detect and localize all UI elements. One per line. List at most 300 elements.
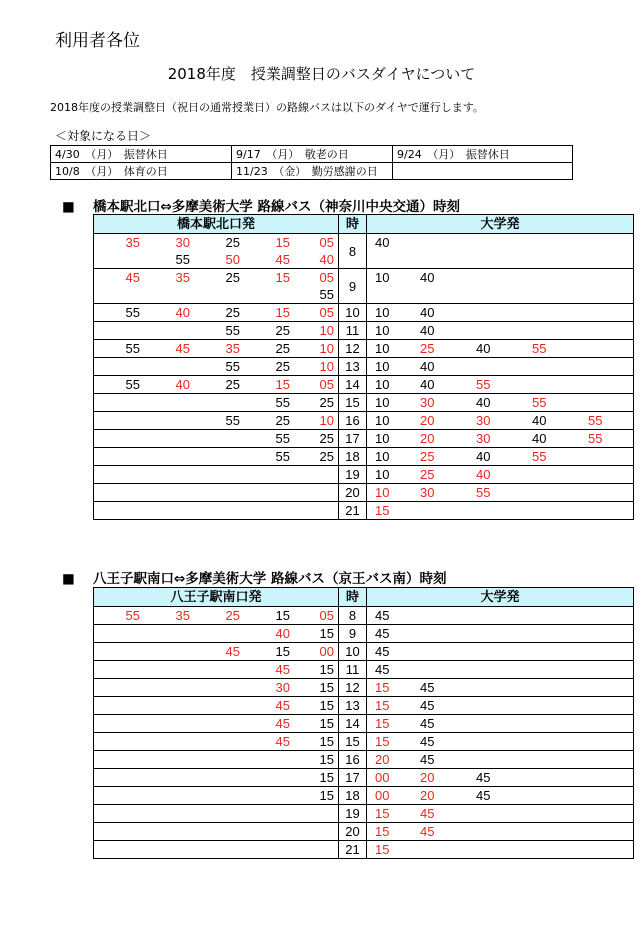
- station-departure-time: 35: [144, 269, 194, 287]
- station-departure-time: [94, 823, 145, 841]
- station-departure-time: [194, 823, 244, 841]
- station-departure-time: [94, 715, 145, 733]
- university-departure-time: 15: [367, 697, 413, 715]
- university-departure-time: 40: [375, 235, 390, 250]
- station-departure-time: [244, 466, 294, 484]
- station-departure-time: 55: [94, 607, 145, 625]
- station-departure-time: [244, 751, 294, 769]
- university-departure-time: 10: [367, 304, 413, 322]
- university-departure-time: 55: [524, 394, 580, 412]
- university-departure-time: 45: [468, 769, 524, 787]
- university-departure-time: 10: [367, 358, 413, 376]
- university-departure-time: [412, 286, 468, 304]
- station-departure-time: [294, 841, 339, 859]
- station-departure-time: [94, 322, 145, 340]
- station-departure-time: 35: [94, 234, 145, 252]
- table-row: [94, 625, 634, 643]
- university-departure-time: [468, 733, 524, 751]
- table-row: [94, 234, 634, 252]
- university-departure-time: 15: [367, 733, 413, 751]
- table-row: [94, 643, 634, 661]
- station-departure-time: [194, 484, 244, 502]
- station-departure-time: [94, 430, 145, 448]
- university-departure-header: 大学発: [367, 588, 634, 607]
- university-departure-time: 40: [468, 448, 524, 466]
- bullet-square-icon: ■: [62, 571, 75, 587]
- station-departure-time: 40: [319, 252, 334, 267]
- university-departure-time: 10: [367, 484, 413, 502]
- hour-cell: 19: [339, 805, 367, 823]
- university-departure-time: [468, 607, 524, 625]
- station-departure-time: 25: [194, 304, 244, 322]
- university-departure-time: [524, 841, 580, 859]
- university-departure-time: [580, 286, 634, 304]
- station-departure-time: 35: [194, 340, 244, 358]
- station-departure-time: [194, 751, 244, 769]
- university-departure-time: 40: [468, 466, 524, 484]
- university-departure-time: [580, 340, 634, 358]
- station-departure-time: [144, 643, 194, 661]
- university-departure-time: [580, 679, 634, 697]
- station-departure-time: 10: [294, 412, 339, 430]
- university-departure-time: [524, 805, 580, 823]
- station-departure-time: [144, 394, 194, 412]
- station-departure-time: 15: [294, 679, 339, 697]
- hour-header: 時: [339, 215, 367, 234]
- university-departure-time: 40: [468, 340, 524, 358]
- station-departure-time: 10: [294, 322, 339, 340]
- station-departure-time: [94, 412, 145, 430]
- station-departure-time: 45: [194, 643, 244, 661]
- university-departure-time: [580, 733, 634, 751]
- hour-cell: 9: [339, 269, 367, 304]
- station-departure-time: [194, 661, 244, 679]
- university-departure-time: 45: [412, 697, 468, 715]
- hour-cell: 13: [339, 358, 367, 376]
- university-departure-time: 40: [412, 358, 468, 376]
- university-departure-time: [580, 376, 634, 394]
- target-days-row: [51, 163, 573, 180]
- university-departure-time: 45: [412, 733, 468, 751]
- university-departure-time: 45: [412, 823, 468, 841]
- university-departure-time: 10: [367, 340, 413, 358]
- station-departure-header: 橋本駅北口発: [94, 215, 339, 234]
- station-departure-time: [144, 715, 194, 733]
- university-departure-time: [580, 502, 634, 520]
- station-departure-time: 10: [294, 358, 339, 376]
- station-departure-time: 15: [294, 697, 339, 715]
- university-departure-time: [580, 715, 634, 733]
- table-row: [94, 751, 634, 769]
- table-row: [94, 769, 634, 787]
- timetable-hachioji: [93, 587, 634, 859]
- station-departure-time: 15: [294, 661, 339, 679]
- station-departure-time: [294, 466, 339, 484]
- section-title-text: 八王子駅南口⇔多摩美術大学 路線バス（京王バス南）時刻: [93, 571, 447, 587]
- university-departure-time: 30: [468, 430, 524, 448]
- station-departure-time: 10: [294, 340, 339, 358]
- timetable-hashimoto: [93, 214, 634, 520]
- station-departure-time: [244, 502, 294, 520]
- university-departure-time: [524, 502, 580, 520]
- university-departure-time: 45: [367, 625, 413, 643]
- table-row: [94, 607, 634, 625]
- university-departure-time: 40: [412, 269, 468, 287]
- station-departure-time: [194, 394, 244, 412]
- table-row: [94, 484, 634, 502]
- station-departure-time: [144, 733, 194, 751]
- university-departure-time: 15: [367, 502, 413, 520]
- station-departure-time: [294, 502, 339, 520]
- university-departure-time: [580, 697, 634, 715]
- hour-cell: 11: [339, 322, 367, 340]
- section-title-text: 橋本駅北口⇔多摩美術大学 路線バス（神奈川中央交通）時刻: [93, 199, 461, 215]
- target-days-label: ＜対象になる日＞: [55, 129, 152, 143]
- university-departure-time: 10: [367, 430, 413, 448]
- station-departure-time: [94, 679, 145, 697]
- timetable-header: [94, 215, 634, 234]
- university-departure-time: [524, 661, 580, 679]
- university-departure-time: [580, 787, 634, 805]
- hour-cell: 19: [339, 466, 367, 484]
- station-departure-time: 05: [294, 304, 339, 322]
- university-departure-time: [412, 841, 468, 859]
- table-row: [94, 715, 634, 733]
- station-departure-time: [94, 286, 145, 304]
- university-departure-time: 10: [367, 466, 413, 484]
- university-departure-time: 20: [412, 412, 468, 430]
- intro-text: 2018年度の授業調整日（祝日の通常授業日）の路線バスは以下のダイヤで運行します。: [50, 101, 484, 114]
- university-departure-time: [580, 251, 634, 269]
- station-departure-time: [144, 286, 194, 304]
- table-row: [94, 697, 634, 715]
- hour-cell: 18: [339, 787, 367, 805]
- station-departure-time: 15: [244, 376, 294, 394]
- university-departure-time: [580, 643, 634, 661]
- university-departure-time: 55: [580, 430, 634, 448]
- station-departure-time: 25: [225, 608, 240, 623]
- station-departure-time: 30: [175, 235, 190, 250]
- university-departure-time: [468, 661, 524, 679]
- target-days-row: [51, 146, 573, 163]
- university-departure-time: [580, 607, 634, 625]
- university-departure-time: 45: [367, 661, 413, 679]
- university-departure-time: 00: [367, 787, 413, 805]
- university-departure-time: 10: [367, 269, 413, 287]
- station-departure-time: 15: [244, 304, 294, 322]
- table-row: [94, 340, 634, 358]
- station-departure-time: [244, 823, 294, 841]
- station-departure-time: 45: [244, 661, 294, 679]
- university-departure-time: 15: [367, 841, 413, 859]
- table-row: [94, 448, 634, 466]
- station-departure-time: [194, 733, 244, 751]
- university-departure-time: [524, 269, 580, 287]
- university-departure-time: [524, 751, 580, 769]
- university-departure-time: [468, 502, 524, 520]
- hour-cell: 8: [339, 234, 367, 269]
- station-departure-time: [144, 805, 194, 823]
- station-departure-time: [244, 286, 294, 304]
- university-departure-time: [468, 234, 524, 252]
- hour-cell: 21: [339, 841, 367, 859]
- station-departure-time: 05: [319, 608, 334, 623]
- station-departure-time: [94, 805, 145, 823]
- university-departure-time: [468, 251, 524, 269]
- hour-cell: 18: [339, 448, 367, 466]
- university-departure-time: [580, 234, 634, 252]
- station-departure-time: [194, 787, 244, 805]
- university-departure-time: [412, 661, 468, 679]
- station-departure-time: [144, 430, 194, 448]
- station-departure-time: 55: [94, 340, 145, 358]
- hour-cell: 10: [339, 304, 367, 322]
- university-departure-time: [468, 805, 524, 823]
- university-departure-time: 55: [524, 448, 580, 466]
- station-departure-time: 45: [275, 252, 290, 267]
- station-departure-time: 15: [294, 751, 339, 769]
- table-row: [94, 841, 634, 859]
- university-departure-time: [468, 751, 524, 769]
- hour-cell: 16: [339, 412, 367, 430]
- target-day: [393, 163, 573, 180]
- station-departure-time: [244, 769, 294, 787]
- page-title: 2018年度 授業調整日のバスダイヤについて: [167, 65, 476, 83]
- station-departure-time: [94, 697, 145, 715]
- university-departure-time: [524, 484, 580, 502]
- university-departure-time: 45: [412, 679, 468, 697]
- university-departure-time: [412, 607, 468, 625]
- station-departure-time: [194, 679, 244, 697]
- station-departure-time: 45: [94, 269, 145, 287]
- station-departure-time: 25: [244, 358, 294, 376]
- station-departure-time: [194, 715, 244, 733]
- station-departure-time: [94, 502, 145, 520]
- university-departure-time: 40: [524, 430, 580, 448]
- university-departure-time: [580, 358, 634, 376]
- university-departure-time: [468, 625, 524, 643]
- university-departure-time: 20: [412, 430, 468, 448]
- station-departure-time: [94, 448, 145, 466]
- university-departure-time: [524, 376, 580, 394]
- university-departure-time: [468, 679, 524, 697]
- university-departure-time: [580, 322, 634, 340]
- university-departure-time: [468, 697, 524, 715]
- university-departure-time: 40: [412, 304, 468, 322]
- university-departure-time: 15: [367, 679, 413, 697]
- station-departure-time: 25: [225, 235, 240, 250]
- university-departure-time: 55: [468, 376, 524, 394]
- university-departure-time: [580, 625, 634, 643]
- station-departure-time: [244, 787, 294, 805]
- university-departure-time: [524, 286, 580, 304]
- table-row: [94, 376, 634, 394]
- station-departure-time: [144, 448, 194, 466]
- station-departure-time: 50: [225, 252, 240, 267]
- university-departure-time: [580, 823, 634, 841]
- university-departure-header: 大学発: [367, 215, 634, 234]
- university-departure-time: 10: [367, 376, 413, 394]
- timetable-header: [94, 588, 634, 607]
- hour-cell: 14: [339, 715, 367, 733]
- station-departure-time: [144, 679, 194, 697]
- station-departure-time: [94, 484, 145, 502]
- station-departure-time: [244, 841, 294, 859]
- section-title-hachioji: [62, 567, 447, 587]
- station-departure-time: [94, 358, 145, 376]
- university-departure-time: 10: [367, 448, 413, 466]
- station-departure-time: 40: [144, 376, 194, 394]
- station-departure-time: 45: [144, 340, 194, 358]
- university-departure-time: 40: [412, 322, 468, 340]
- station-departure-time: [194, 625, 244, 643]
- university-departure-time: [524, 304, 580, 322]
- table-row: [94, 823, 634, 841]
- station-departure-time: 55: [244, 394, 294, 412]
- hour-cell: 11: [339, 661, 367, 679]
- table-row: [94, 394, 634, 412]
- station-departure-time: 30: [244, 679, 294, 697]
- university-departure-time: [524, 466, 580, 484]
- university-departure-time: 55: [468, 484, 524, 502]
- station-departure-time: 55: [175, 252, 190, 267]
- hour-cell: 17: [339, 430, 367, 448]
- greeting: 利用者各位: [55, 31, 140, 51]
- station-departure-time: [94, 661, 145, 679]
- hour-cell: 16: [339, 751, 367, 769]
- station-departure-time: 55: [94, 304, 145, 322]
- university-departure-time: [524, 823, 580, 841]
- station-departure-time: 55: [194, 322, 244, 340]
- station-departure-time: [294, 805, 339, 823]
- station-departure-time: 15: [294, 769, 339, 787]
- station-departure-time: 25: [294, 448, 339, 466]
- university-departure-time: 15: [367, 823, 413, 841]
- bullet-square-icon: ■: [62, 199, 75, 215]
- university-departure-time: [580, 448, 634, 466]
- university-departure-time: [524, 769, 580, 787]
- university-departure-time: 45: [468, 787, 524, 805]
- table-row: [94, 269, 634, 287]
- station-departure-time: [294, 484, 339, 502]
- station-departure-time: [94, 466, 145, 484]
- target-day: 4/30 （月） 振替休日: [51, 146, 232, 163]
- university-departure-time: 25: [412, 466, 468, 484]
- university-departure-time: [524, 679, 580, 697]
- station-departure-time: 55: [94, 376, 145, 394]
- hour-cell: 17: [339, 769, 367, 787]
- table-row: [94, 661, 634, 679]
- station-departure-time: [194, 430, 244, 448]
- university-departure-time: 45: [367, 643, 413, 661]
- university-departure-time: [580, 484, 634, 502]
- station-departure-time: [94, 394, 145, 412]
- university-departure-time: [468, 322, 524, 340]
- target-day: 11/23 （金） 勤労感謝の日: [232, 163, 393, 180]
- university-departure-time: [524, 787, 580, 805]
- station-departure-time: [144, 787, 194, 805]
- university-departure-time: [524, 697, 580, 715]
- university-departure-time: [524, 715, 580, 733]
- station-departure-time: 40: [244, 625, 294, 643]
- station-departure-time: 25: [294, 394, 339, 412]
- station-departure-time: 05: [294, 376, 339, 394]
- station-departure-time: 55: [244, 448, 294, 466]
- station-departure-time: [194, 805, 244, 823]
- university-departure-time: [580, 269, 634, 287]
- station-departure-time: [144, 322, 194, 340]
- university-departure-time: [524, 607, 580, 625]
- station-departure-time: [194, 502, 244, 520]
- station-departure-time: [144, 412, 194, 430]
- station-departure-time: [194, 841, 244, 859]
- station-departure-time: 05: [319, 235, 334, 250]
- station-departure-header: 八王子駅南口発: [94, 588, 339, 607]
- station-departure-time: 45: [244, 697, 294, 715]
- university-departure-time: [468, 823, 524, 841]
- station-departure-time: 55: [244, 430, 294, 448]
- station-departure-time: [144, 841, 194, 859]
- table-row: [94, 304, 634, 322]
- station-departure-time: [144, 625, 194, 643]
- hour-cell: 12: [339, 679, 367, 697]
- university-departure-time: 55: [580, 412, 634, 430]
- university-departure-time: 45: [375, 608, 390, 623]
- station-departure-time: 45: [244, 733, 294, 751]
- station-departure-time: [194, 448, 244, 466]
- station-departure-time: 25: [244, 322, 294, 340]
- university-departure-time: [580, 394, 634, 412]
- university-departure-time: [524, 643, 580, 661]
- university-departure-time: 15: [367, 805, 413, 823]
- university-departure-time: [524, 733, 580, 751]
- station-departure-time: [194, 466, 244, 484]
- station-departure-time: [144, 484, 194, 502]
- station-departure-time: 25: [294, 430, 339, 448]
- station-departure-time: [144, 697, 194, 715]
- station-departure-time: [94, 769, 145, 787]
- university-departure-time: [468, 358, 524, 376]
- station-departure-time: [94, 751, 145, 769]
- station-departure-time: 15: [294, 625, 339, 643]
- station-departure-time: [144, 751, 194, 769]
- station-departure-time: 15: [244, 269, 294, 287]
- university-departure-time: [524, 251, 580, 269]
- station-departure-time: 25: [194, 376, 244, 394]
- university-departure-time: [468, 269, 524, 287]
- university-departure-time: [468, 304, 524, 322]
- table-row: [94, 412, 634, 430]
- target-day: 9/17 （月） 敬老の日: [232, 146, 393, 163]
- university-departure-time: 10: [367, 322, 413, 340]
- university-departure-time: 40: [468, 394, 524, 412]
- university-departure-time: 45: [412, 715, 468, 733]
- station-departure-time: 15: [275, 608, 290, 623]
- hour-cell: 9: [339, 625, 367, 643]
- university-departure-time: [468, 286, 524, 304]
- station-departure-time: [244, 805, 294, 823]
- table-row: [94, 502, 634, 520]
- station-departure-time: 55: [319, 287, 334, 302]
- university-departure-time: 40: [524, 412, 580, 430]
- station-departure-time: [194, 769, 244, 787]
- station-departure-time: 15: [294, 715, 339, 733]
- hour-cell: 21: [339, 502, 367, 520]
- station-departure-time: 55: [194, 412, 244, 430]
- university-departure-time: 10: [367, 412, 413, 430]
- university-departure-time: [580, 304, 634, 322]
- university-departure-time: [412, 251, 468, 269]
